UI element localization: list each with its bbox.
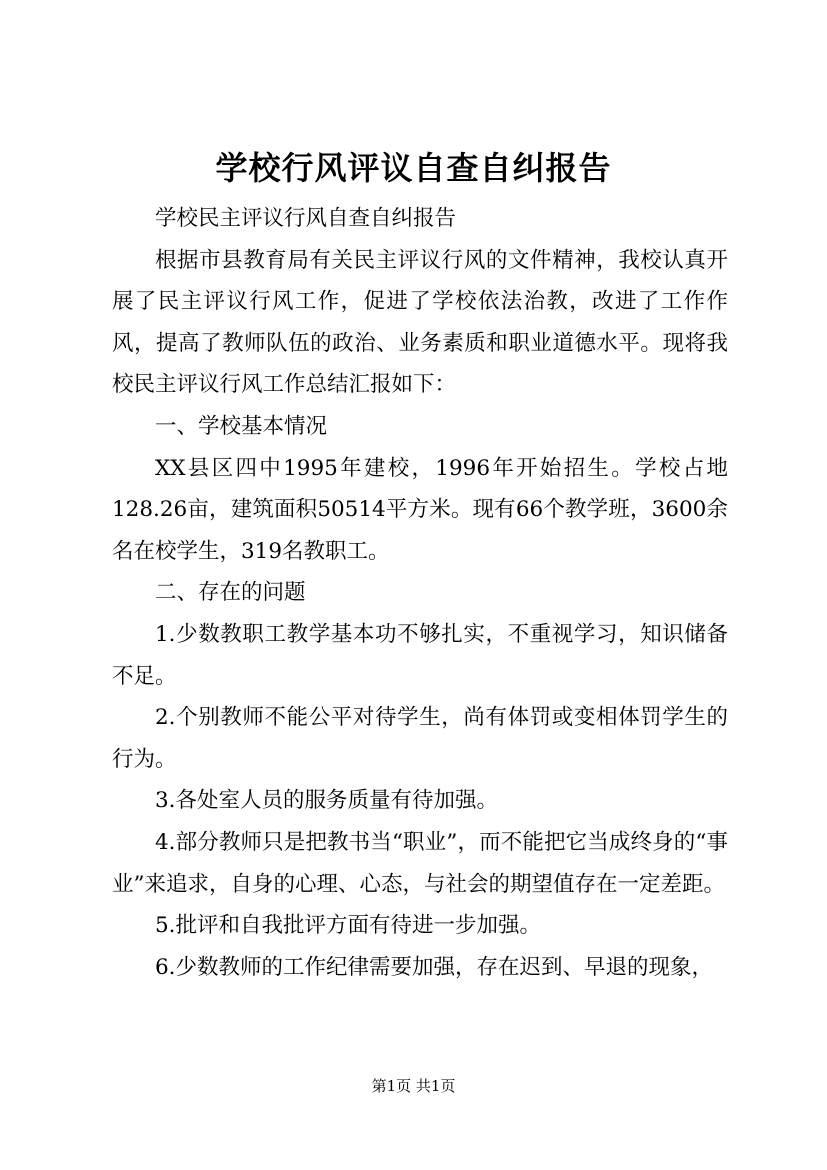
problem-item-4: 4.部分教师只是把教书当“职业”，而不能把它当成终身的“事业”来追求，自身的心理、心态，与社会的期望值存在一定差距。 — [112, 829, 728, 897]
paragraph-subtitle: 学校民主评议行风自查自纠报告 — [155, 206, 457, 231]
document-title: 学校行风评议自查自纠报告 — [215, 149, 612, 187]
page-number-footer: 第1页 共1页 — [371, 1077, 456, 1095]
problem-item-1: 1.少数教职工教学基本功不够扎实，不重视学习，知识储备不足。 — [112, 621, 728, 689]
problem-item-5: 5.批评和自我批评方面有待进一步加强。 — [155, 913, 542, 939]
section-heading-problems: 二、存在的问题 — [155, 580, 306, 606]
section-heading-basic-info: 一、学校基本情况 — [155, 413, 328, 439]
paragraph-basic-info: XX县区四中1995年建校，1996年开始招生。学校占地128.26亩，建筑面积50514平方米。现有66个教学班，3600余名在校学生，319名教职工。 — [112, 455, 728, 564]
problem-item-3: 3.各处室人员的服务质量有待加强。 — [155, 788, 499, 814]
problem-item-6: 6.少数教师的工作纪律需要加强，存在迟到、早退的现象， — [155, 954, 714, 980]
paragraph-intro: 根据市县教育局有关民主评议行风的文件精神，我校认真开展了民主评议行风工作，促进了学校依法治教，改进了工作作风，提高了教师队伍的政治、业务素质和职业道德水平。现将我校民主评议行风工作总结汇报如下： — [112, 247, 728, 398]
problem-item-2: 2.个别教师不能公平对待学生，尚有体罚或变相体罚学生的行为。 — [112, 705, 728, 772]
document-body — [112, 198, 728, 988]
